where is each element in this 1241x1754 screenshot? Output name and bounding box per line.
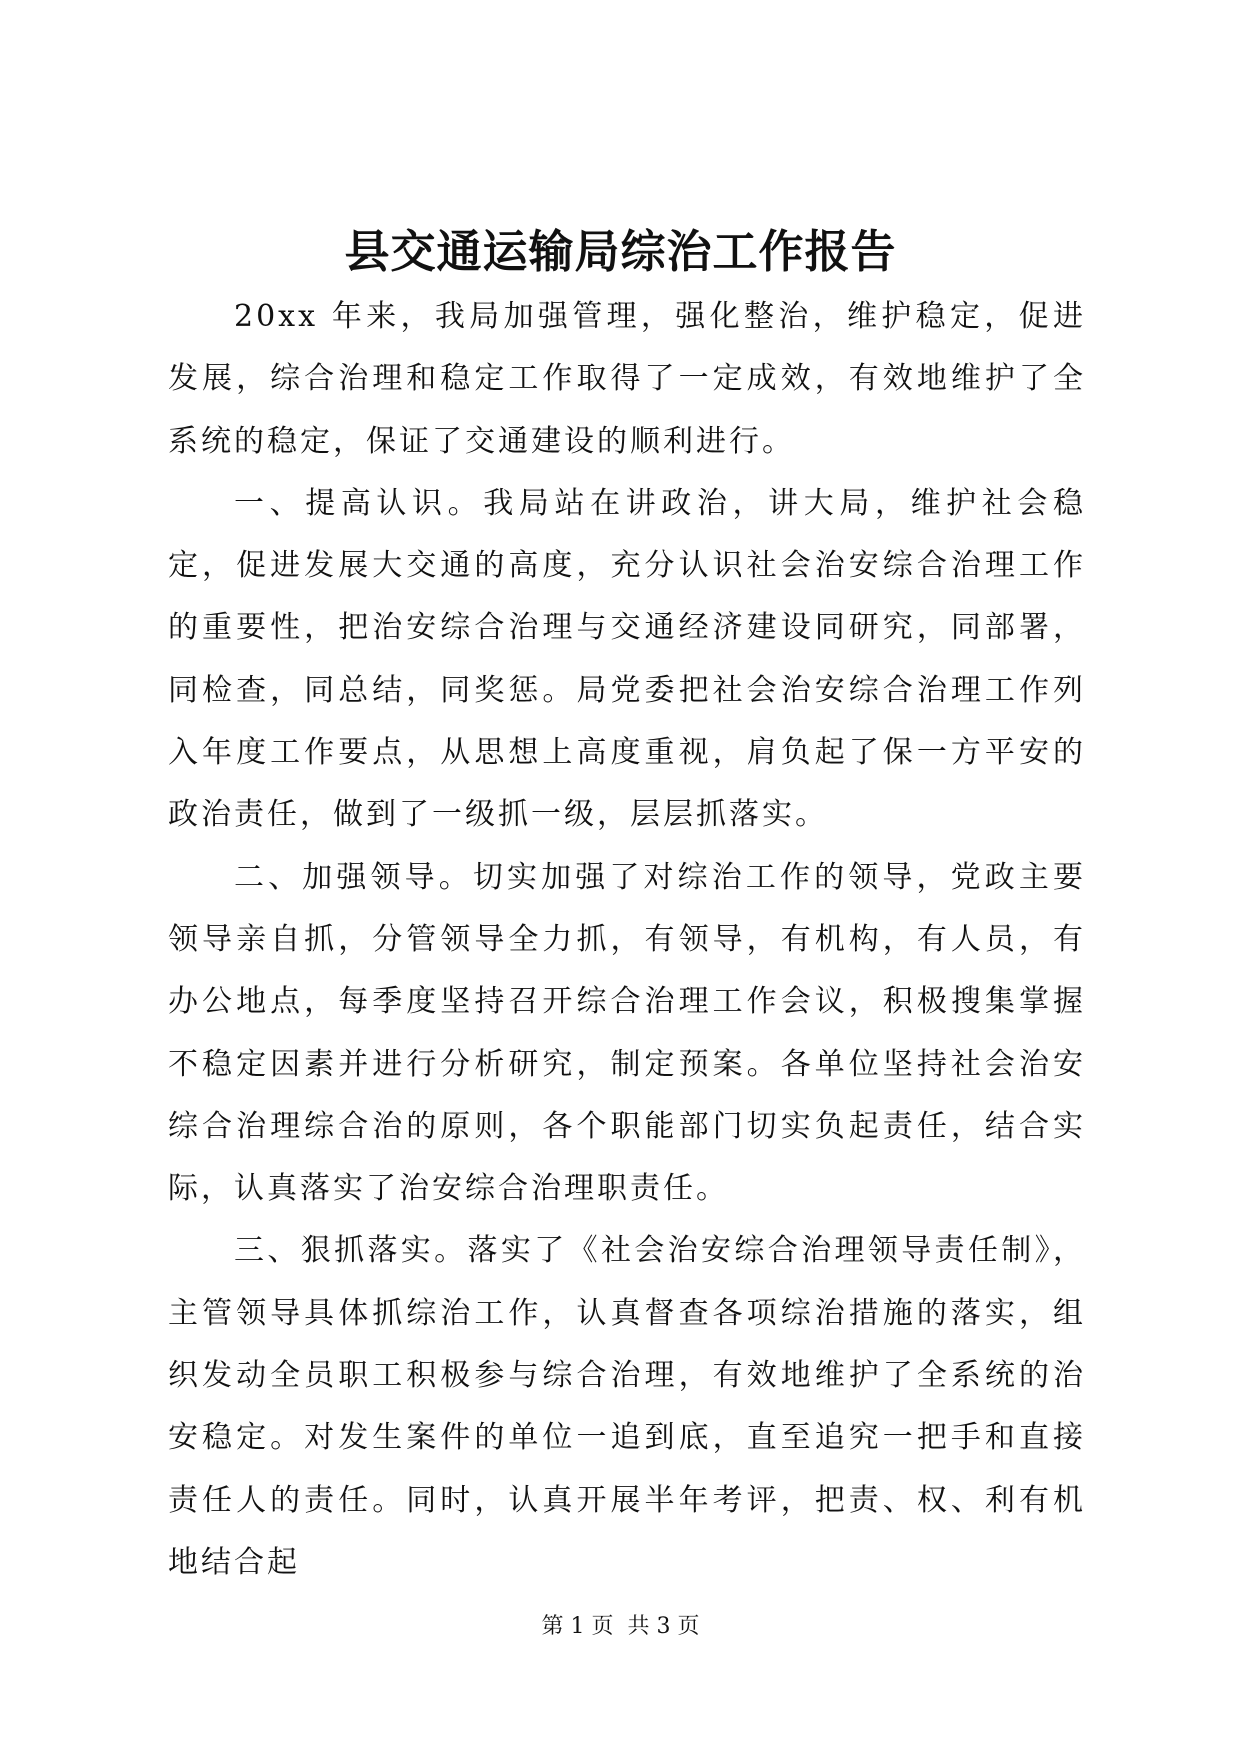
paragraph-intro: 20xx 年来，我局加强管理，强化整治，维护稳定，促进发展，综合治理和稳定工作取得了一定成效，有效地维护了全系统的稳定，保证了交通建设的顺利进行。: [168, 299, 1086, 459]
paragraph-section-3: 三、狠抓落实。落实了《社会治安综合治理领导责任制》，主管领导具体抓综治工作，认真督查各项综治措施的落实，组织发动全员职工积极参与综合治理，有效地维护了全系统的治安稳定。对发生案件的单位一追到底，直至追究一把手和直接责任人的责任。同时，认真开展半年考评，把责、权、利有机地结合起: [168, 1233, 1086, 1580]
paragraph-section-2: 二、加强领导。切实加强了对综治工作的领导，党政主要领导亲自抓，分管领导全力抓，有领导，有机构，有人员，有办公地点，每季度坚持召开综合治理工作会议，积极搜集掌握不稳定因素并进行分析研究，制定预案。各单位坚持社会治安综合治理综合治的原则，各个职能部门切实负起责任，结合实际，认真落实了治安综合治理职责任。: [168, 859, 1086, 1207]
document-body: [168, 286, 1086, 1594]
paragraph-section-1: 一、提高认识。我局站在讲政治，讲大局，维护社会稳定，促进发展大交通的高度，充分认识社会治安综合治理工作的重要性，把治安综合治理与交通经济建设同研究，同部署，同检查，同总结，同奖惩。局党委把社会治安综合治理工作列入年度工作要点，从思想上高度重视，肩负起了保一方平安的政治责任，做到了一级抓一级，层层抓落实。: [168, 485, 1086, 833]
document-title: 县交通运输局综治工作报告: [344, 225, 897, 278]
page-footer: [0, 1612, 1241, 1642]
page-total: 共 3 页: [627, 1614, 700, 1639]
page-number: 第 1 页: [541, 1614, 614, 1639]
